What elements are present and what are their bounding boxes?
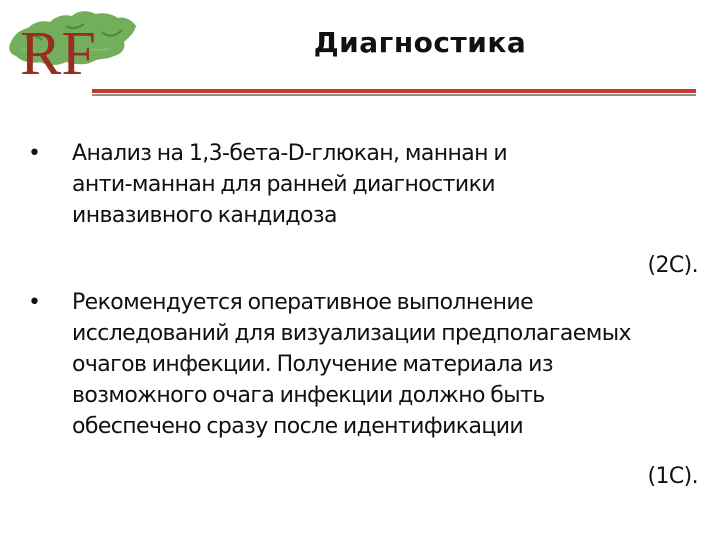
- bullet-line: обеспечено сразу после идентификации: [72, 414, 524, 439]
- slide-content: [26, 138, 698, 498]
- bullet-line: инвазивного кандидоза: [72, 203, 337, 228]
- bullet-line: анти-маннан для ранней диагностики: [72, 172, 495, 197]
- bullet-icon: •: [28, 290, 41, 315]
- bullet-line: очагов инфекции. Получение материала из: [72, 352, 553, 377]
- russia-map-logo-icon: [6, 4, 140, 82]
- bullet-icon: •: [28, 141, 41, 166]
- bullet-line: возможного очага инфекции должно быть: [72, 383, 545, 408]
- title-divider-red: [92, 89, 696, 93]
- page-title: Диагностика: [313, 26, 527, 59]
- bullet-line: Рекомендуется оперативное выполнение: [72, 290, 534, 315]
- evidence-grade: (2C).: [647, 253, 698, 278]
- bullet-item: [26, 287, 698, 442]
- bullet-item: [26, 138, 698, 231]
- evidence-grade: (1C).: [647, 464, 698, 489]
- bullet-line: исследований для визуализации предполагаемых: [72, 321, 631, 346]
- logo-letters: RF: [20, 20, 96, 82]
- rf-logo: [6, 4, 140, 82]
- title-divider-gray: [92, 94, 696, 96]
- bullet-line: Анализ на 1,3-бета-D-глюкан, маннан и: [72, 141, 508, 166]
